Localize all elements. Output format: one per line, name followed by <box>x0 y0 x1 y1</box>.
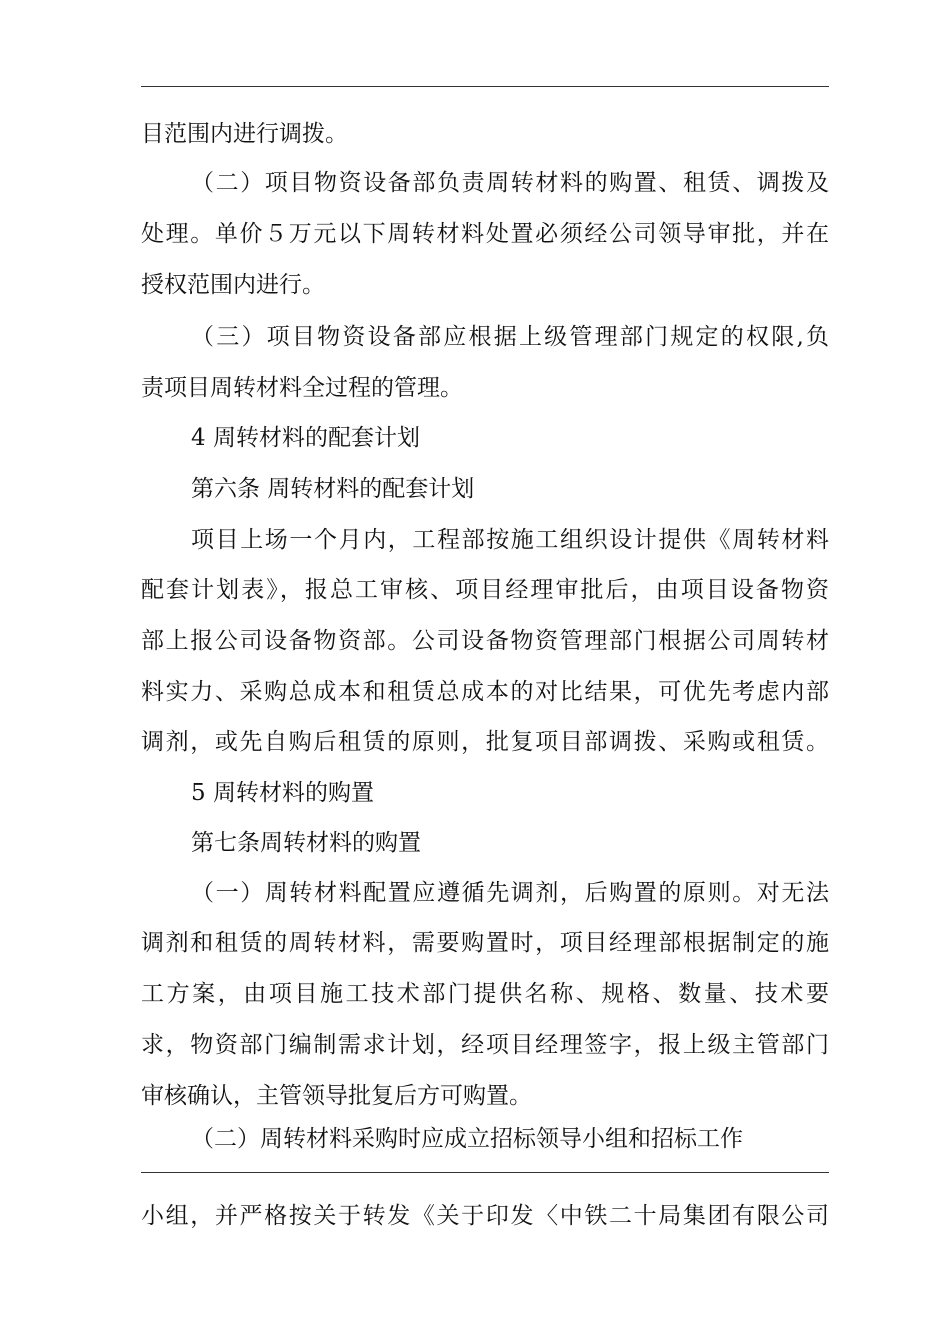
text-line-19: 求，物资部门编制需求计划，经项目经理签字，报上级主管部门 <box>141 1032 829 1058</box>
text-line-9: 项目上场一个月内，工程部按施工组织设计提供《周转材料 <box>191 527 829 553</box>
text-line-20: 审核确认，主管领导批复后方可购置。 <box>141 1083 532 1109</box>
text-line-22: 小组，并严格按关于转发《关于印发〈中铁二十局集团有限公司 <box>141 1203 829 1229</box>
text-line-5: （三）项目物资设备部应根据上级管理部门规定的权限,负 <box>191 324 829 350</box>
article-7-heading: 第七条周转材料的购置 <box>191 830 421 856</box>
text-line-6: 责项目周转材料全过程的管理。 <box>141 375 463 401</box>
text-line-13: 调剂，或先自购后租赁的原则，批复项目部调拨、采购或租赁。 <box>141 729 829 755</box>
section-heading-4: 4 周转材料的配套计划 <box>191 425 420 451</box>
header-divider <box>141 86 829 87</box>
page-break-divider <box>141 1172 829 1173</box>
text-line-12: 料实力、采购总成本和租赁总成本的对比结果，可优先考虑内部 <box>141 679 829 705</box>
text-line-1: 目范围内进行调拨。 <box>141 121 348 147</box>
section-heading-5: 5 周转材料的购置 <box>191 780 374 806</box>
text-line-16: （一）周转材料配置应遵循先调剂，后购置的原则。对无法 <box>191 880 829 906</box>
text-line-21: （二）周转材料采购时应成立招标领导小组和招标工作 <box>191 1126 743 1152</box>
text-line-3: 处理。单价５万元以下周转材料处置必须经公司领导审批，并在 <box>141 221 829 247</box>
text-line-17: 调剂和租赁的周转材料，需要购置时，项目经理部根据制定的施 <box>141 930 829 956</box>
text-line-4: 授权范围内进行。 <box>141 272 325 298</box>
text-line-11: 部上报公司设备物资部。公司设备物资管理部门根据公司周转材 <box>141 628 829 654</box>
text-line-18: 工方案，由项目施工技术部门提供名称、规格、数量、技术要 <box>141 981 829 1007</box>
text-line-2: （二）项目物资设备部负责周转材料的购置、租赁、调拨及 <box>191 170 829 196</box>
text-line-10: 配套计划表》，报总工审核、项目经理审批后，由项目设备物资 <box>141 577 829 603</box>
article-6-heading: 第六条 周转材料的配套计划 <box>191 476 475 502</box>
